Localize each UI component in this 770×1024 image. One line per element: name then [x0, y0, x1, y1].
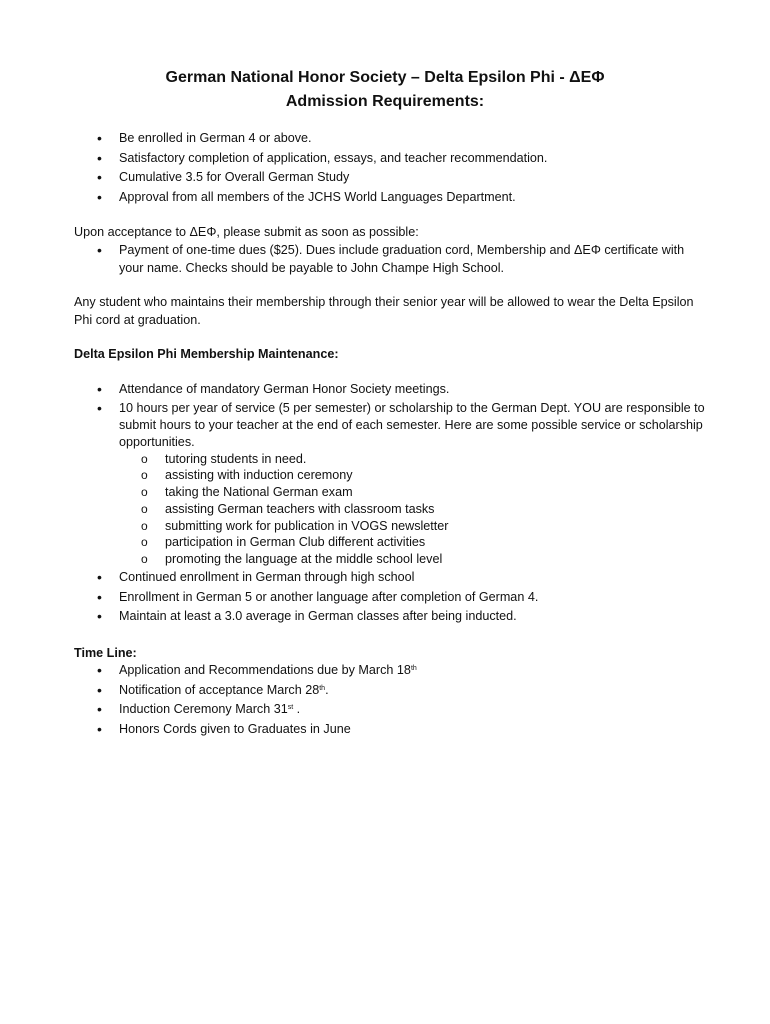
sub-list-item: o taking the National German exam: [119, 484, 709, 501]
list-item: • Honors Cords given to Graduates in June: [0, 720, 709, 740]
sub-list-item: o participation in German Club different activities: [119, 534, 709, 551]
requirements-list: [0, 129, 709, 207]
list-item: • Maintain at least a 3.0 average in German classes after being inducted.: [0, 607, 709, 627]
document-subtitle: Admission Requirements:: [285, 93, 485, 110]
list-item: • Approval from all members of the JCHS World Languages Department.: [0, 188, 709, 208]
sub-list-item: o tutoring students in need.: [119, 451, 709, 468]
list-item: • Enrollment in German 5 or another language after completion of German 4.: [0, 588, 709, 608]
list-item: • Notification of acceptance March 28th.: [0, 681, 709, 701]
document-title: German National Honor Society – Delta Epsilon Phi - ΔΕΦ: [165, 69, 605, 86]
sub-list: [119, 451, 709, 569]
sub-list-item: o promoting the language at the middle school level: [119, 551, 709, 568]
sub-list-item: o assisting German teachers with classroom tasks: [119, 501, 709, 518]
list-item: • Cumulative 3.5 for Overall German Study: [0, 168, 709, 188]
senior-paragraph: Any student who maintains their membership through their senior year will be allowed to wear the Delta Epsilon Phi cord at graduation.: [74, 295, 694, 327]
timeline-list: [0, 661, 709, 739]
acceptance-intro: Upon acceptance to ΔΕΦ, please submit as soon as possible:: [74, 225, 419, 239]
list-item: • Be enrolled in German 4 or above.: [0, 129, 709, 149]
list-item: • Continued enrollment in German through high school: [0, 568, 709, 588]
list-item: • Application and Recommendations due by March 18th: [0, 661, 709, 681]
list-item: [0, 400, 709, 569]
maintenance-list: [0, 380, 709, 627]
list-item: • Attendance of mandatory German Honor Society meetings.: [0, 380, 709, 400]
sub-list-item: o assisting with induction ceremony: [119, 467, 709, 484]
acceptance-list: [0, 242, 709, 277]
list-item-text: 10 hours per year of service (5 per semester) or scholarship to the German Dept. YOU are responsible to submit hours to your teacher at the end of each semester. Here are some possible service or scholarship opportunities.: [119, 400, 705, 449]
list-item: • Payment of one-time dues ($25). Dues include graduation cord, Membership and ΔΕΦ certificate with your name. Checks should be payable to John Champe High School.: [0, 242, 709, 277]
list-item: • Satisfactory completion of application, essays, and teacher recommendation.: [0, 149, 709, 169]
maintenance-heading: Delta Epsilon Phi Membership Maintenance:: [74, 347, 339, 361]
sub-list-item: o submitting work for publication in VOGS newsletter: [119, 518, 709, 535]
timeline-heading: Time Line:: [74, 646, 137, 660]
list-item: • Induction Ceremony March 31st .: [0, 700, 709, 720]
